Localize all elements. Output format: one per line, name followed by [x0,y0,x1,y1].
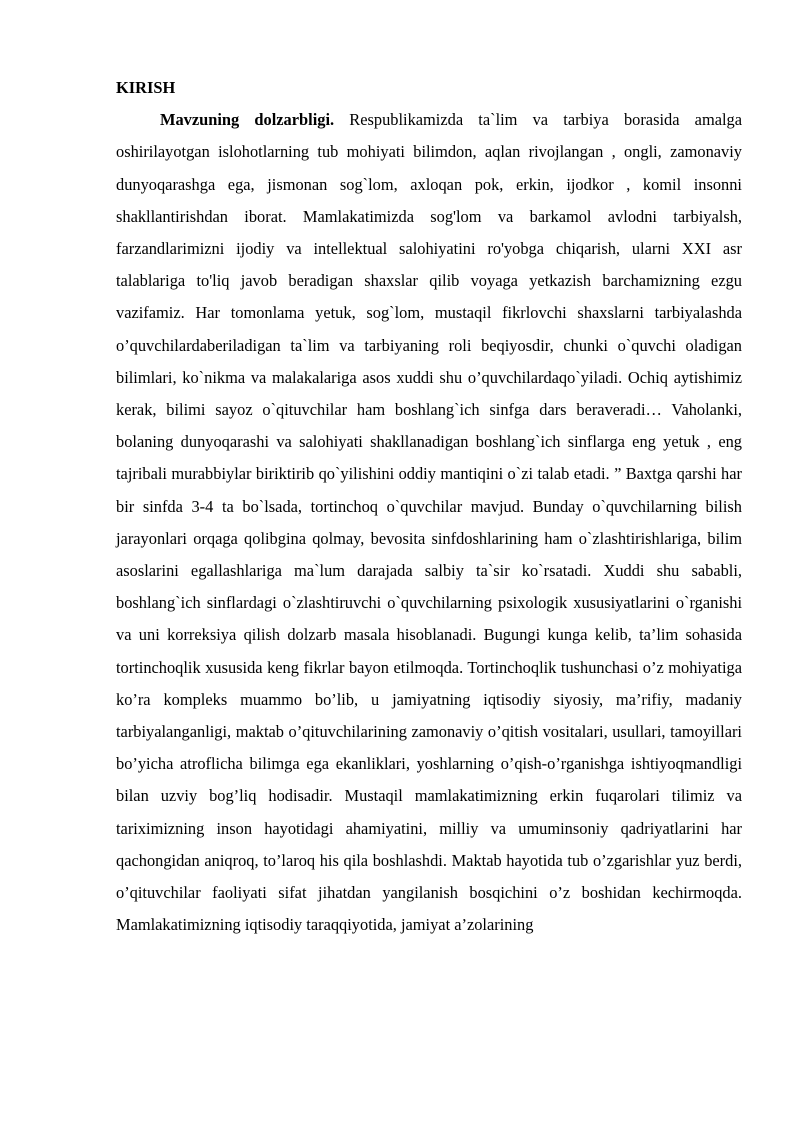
paragraph-text: Respublikamizda ta`lim va tarbiya borasida amalga oshirilayotgan islohotlarning tub mohiyati bilimdon, aqlan rivojlangan , ongli, zamonaviy dunyoqarashga ega, jismonan sog`lom, axloqan pok, erkin, ijodkor , komil insonni shakllantirishdan iborat. Mamlakatimizda sog'lom va barkamol avlodni tarbiyalsh, farzandlarimizni ijodiy va intellektual salohiyatini ro'yobga chiqarish, ularni XXI asr talablariga to'liq javob beradigan shaxslar qilib voyaga yetkazish barchamizning ezgu vazifamiz. Har tomonlama yetuk, sog`lom, mustaqil fikrlovchi shaxslarni tarbiyalashda o’quvchilardaberiladigan ta`lim va tarbiyaning roli beqiyosdir, chunki o`quvchi oladigan bilimlari, ko`nikma va malakalariga asos xuddi shu o’quvchilardaqo`yiladi. Ochiq aytishimiz kerak, bilimi sayoz o`qituvchilar ham boshlang`ich sinfga dars beraveradi… Vaholanki, bolaning dunyoqarashi va salohiyati shakllanadigan boshlang`ich sinflarga eng yetuk , eng tajribali murabbiylar biriktirib qo`yilishini oddiy mantiqini o`zi talab etadi. ” Baxtga qarshi har bir sinfda 3-4 ta bo`lsada, tortinchoq o`quvchilar mavjud. Bunday o`quvchilarning bilish jarayonlari orqaga qolibgina qolmay, bevosita sinfdoshlarining ham o`zlashtirishlariga, bilim asoslarini egallashlariga ma`lum darajada salbiy ta`sir ko`rsatadi. Xuddi shu sababli, boshlang`ich sinflardagi o`zlashtiruvchi o`quvchilarning psixologik xususiyatlarini o`rganishi va uni korreksiya qilish dolzarb masala hisoblanadi. Bugungi kunga kelib, ta’lim sohasida tortinchoqlik xususida keng fikrlar bayon etilmoqda. Tortinchoqlik tushunchasi o’z mohiyatiga ko’ra kompleks muammo bo’lib, u jamiyatning iqtisodiy siyosiy, ma’rifiy, madaniy tarbiyalanganligi, maktab o’qituvchilarining zamonaviy o’qitish vositalari, usullari, tamoyillari bo’yicha atroflicha bilimga ega ekanliklari, yoshlarning o’qish-o’rganishga ishtiyoqmandligi bilan uzviy bog’liq hodisadir. Mustaqil mamlakatimizning erkin fuqarolari tilimiz va tariximizning inson hayotidagi ahamiyatini, milliy va umuminsoniy qadriyatlarini har qachongidan aniqroq, to’laroq his qila boshlashdi. Maktab hayotida tub o’zgarishlar yuz berdi, o’qituvchilar faoliyati sifat jihatdan yangilanish bosqichini o’z boshidan kechirmoqda. Mamlakatimizning iqtisodiy taraqqiyotida, jamiyat a’zolarining [116,110,742,935]
section-heading: KIRISH [116,78,176,97]
body-paragraph [116,104,742,941]
lead-phrase: Mavzuning dolzarbligi. [160,110,335,130]
document-page [116,72,742,941]
